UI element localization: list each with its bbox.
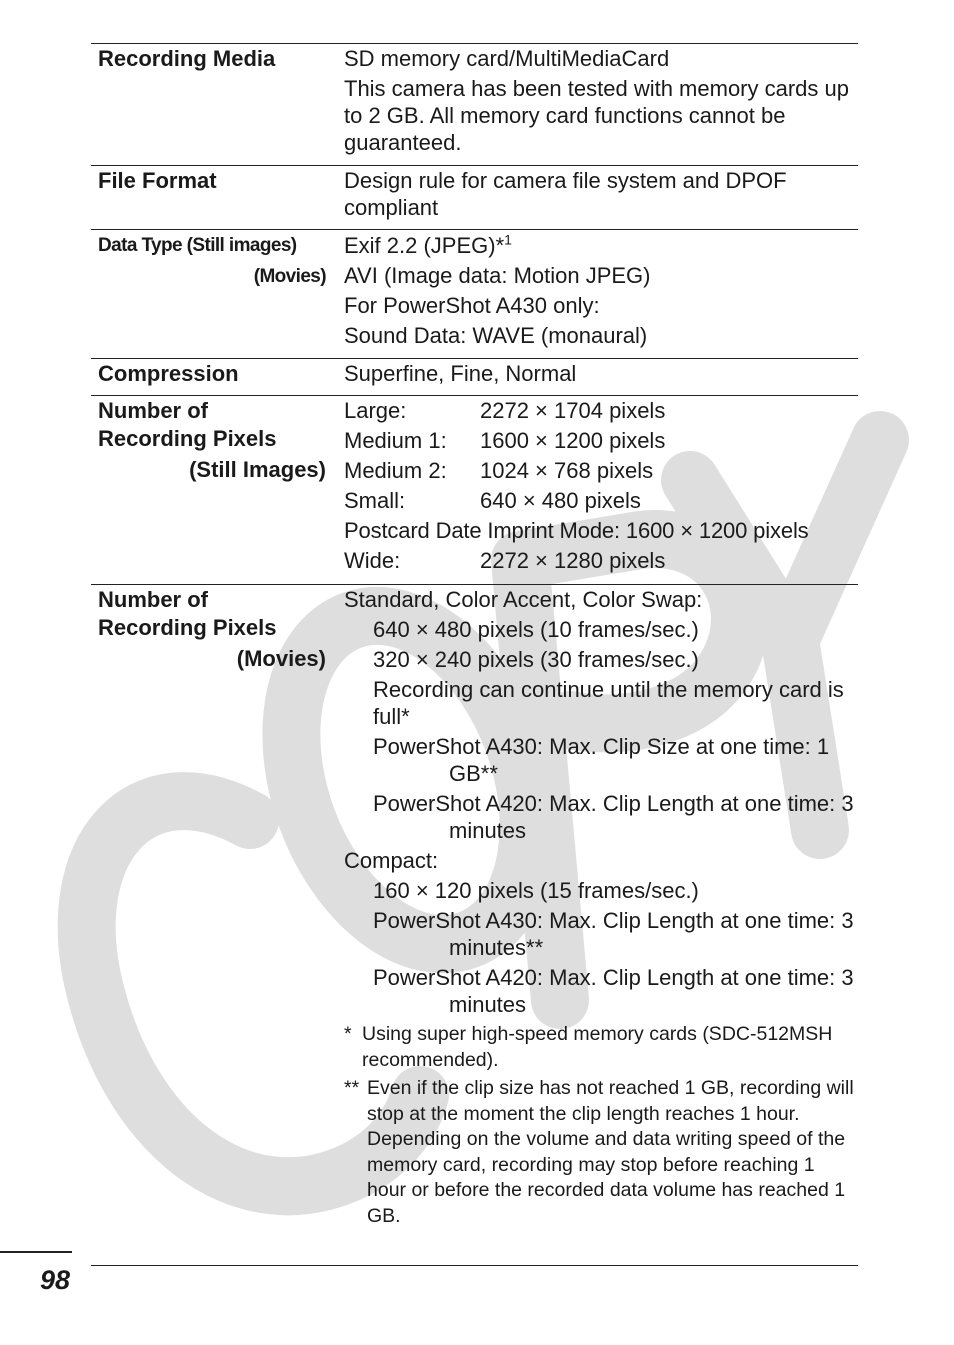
data-type-exif: Exif 2.2 (JPEG)*$^1$ — [344, 231, 512, 258]
recording-media-cards: SD memory card/MultiMediaCard — [344, 46, 670, 71]
row-recording-media — [91, 43, 858, 165]
value-compression — [344, 360, 858, 387]
label-pixels-movies-2: Recording Pixels — [98, 615, 277, 640]
row-pixels-movies — [91, 584, 858, 1266]
recording-media-note: This camera has been tested with memory cards up to 2 GB. All memory card functions cannot be guaranteed. — [344, 76, 850, 155]
label-pixels-still — [98, 397, 326, 487]
value-recording-media — [344, 45, 858, 156]
spec-table — [91, 43, 858, 1266]
movies-cmp-a430: PowerShot A430: Max. Clip Length at one time: 3 minutes** — [373, 908, 854, 960]
label-compression: Compression — [98, 361, 239, 386]
footnote-1-marker: 1 — [504, 231, 512, 248]
row-pixels-still — [91, 395, 858, 584]
movies-std-a420: PowerShot A420: Max. Clip Length at one time: 3 minutes — [373, 791, 854, 843]
pixel-row-medium1: Medium 1: 1600 × 1200 pixels — [344, 428, 666, 453]
movies-compact-header: Compact: — [344, 848, 439, 873]
label-pixels-movies-1: Number of — [98, 587, 208, 612]
row-data-type — [91, 229, 858, 358]
label-pixels-still-1: Number of — [98, 398, 208, 423]
label-pixels-still-2: Recording Pixels — [98, 426, 277, 451]
movies-std-640: 640 × 480 pixels (10 frames/sec.) — [373, 617, 699, 642]
pixel-row-postcard: Postcard Date Imprint Mode: 1600 × 1200 pixels — [344, 518, 809, 543]
label-pixels-still-3: (Still Images) — [189, 457, 326, 482]
row-compression — [91, 358, 858, 395]
value-data-type — [344, 232, 858, 349]
label-data-type-still: Data Type (Still images) — [98, 235, 297, 256]
footnote-single-star — [344, 1022, 858, 1073]
data-type-sound: Sound Data: WAVE (monaural) — [344, 323, 648, 348]
data-type-avi: AVI (Image data: Motion JPEG) — [344, 263, 651, 288]
footnote-single-star-mark: * — [344, 1023, 352, 1045]
footnote-double-star-text-2: Depending on the volume and data writing speed of the memory card, recording may stop before reaching 1 hour or before the recorded data volume has reached 1 GB. — [367, 1128, 846, 1227]
pixel-row-large: Large: 2272 × 1704 pixels — [344, 398, 666, 423]
footnote-double-star-text-1: Even if the clip size has not reached 1 GB, recording will stop at the moment the clip length reaches 1 hour. — [367, 1077, 854, 1125]
movies-cmp-160: 160 × 120 pixels (15 frames/sec.) — [373, 878, 699, 903]
label-data-type-movies: (Movies) — [253, 266, 326, 287]
movies-std-a430: PowerShot A430: Max. Clip Size at one time: 1 GB** — [373, 734, 830, 786]
movies-standard-header: Standard, Color Accent, Color Swap: — [344, 587, 703, 612]
value-pixels-still — [344, 397, 858, 574]
footnote-single-star-text: Using super high-speed memory cards (SDC-512MSH recommended). — [362, 1023, 833, 1071]
data-type-a430-only: For PowerShot A430 only: — [344, 293, 600, 318]
label-data-type — [98, 232, 326, 294]
page-number: 98 — [40, 1265, 71, 1295]
footnote-double-star — [344, 1076, 858, 1229]
movies-cmp-a420: PowerShot A420: Max. Clip Length at one time: 3 minutes — [373, 965, 854, 1017]
label-file-format: File Format — [98, 168, 217, 193]
value-pixels-movies — [344, 586, 858, 1229]
value-file-format — [344, 167, 858, 221]
label-pixels-movies-3: (Movies) — [236, 646, 326, 671]
pixel-row-small: Small: 640 × 480 pixels — [344, 488, 641, 513]
file-format-text: Design rule for camera file system and DPOF compliant — [344, 168, 787, 220]
label-pixels-movies — [98, 586, 326, 676]
compression-text: Superfine, Fine, Normal — [344, 361, 577, 386]
footnote-double-star-mark: ** — [344, 1077, 360, 1099]
page-number-block — [0, 1251, 72, 1295]
row-file-format — [91, 165, 858, 229]
pixel-row-wide: Wide: 2272 × 1280 pixels — [344, 548, 666, 573]
movies-std-until-full: Recording can continue until the memory card is full* — [373, 677, 844, 729]
label-recording-media: Recording Media — [98, 46, 276, 71]
pixel-row-medium2: Medium 2: 1024 × 768 pixels — [344, 458, 654, 483]
movies-std-320: 320 × 240 pixels (30 frames/sec.) — [373, 647, 699, 672]
